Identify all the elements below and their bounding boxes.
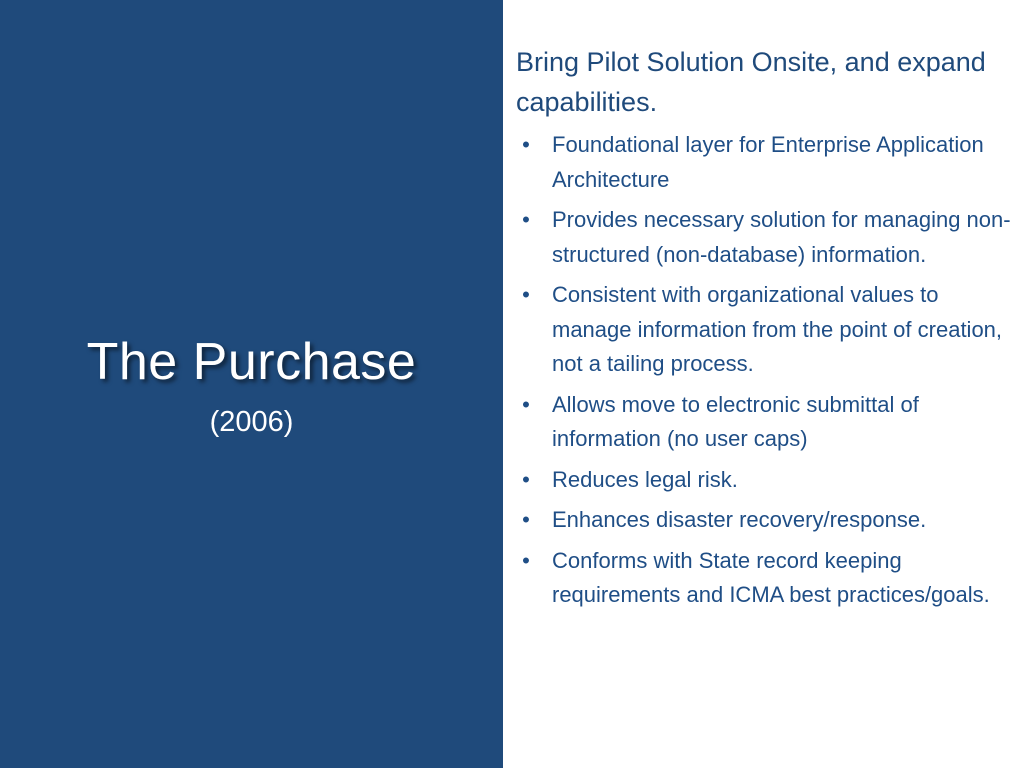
slide-subtitle: (2006) <box>209 406 294 438</box>
bullet-text: Foundational layer for Enterprise Application Architecture <box>552 132 984 192</box>
bullet-dot-icon: • <box>522 466 530 492</box>
left-panel <box>0 0 503 768</box>
bullet-dot-icon: • <box>522 547 530 573</box>
bullet-text: Allows move to electronic submittal of information (no user caps) <box>552 391 919 451</box>
bullet-dot-icon: • <box>522 282 530 307</box>
bullet-text: Conforms with State record keeping requirements and ICMA best practices/goals. <box>552 547 990 607</box>
bullet-list <box>516 128 1016 613</box>
bullet-item <box>516 128 1016 197</box>
bullet-item <box>516 544 1016 613</box>
bullet-text: Provides necessary solution for managing non-structured (non-database) information. <box>552 207 1011 267</box>
bullet-text: Consistent with organizational values to manage information from the point of creation, not a tailing process. <box>552 282 1003 376</box>
bullet-item <box>516 388 1016 457</box>
bullet-dot-icon: • <box>522 207 530 232</box>
content-heading: Bring Pilot Solution Onsite, and expand capabilities. <box>516 47 986 117</box>
slide-title: The Purchase <box>86 333 417 391</box>
bullet-dot-icon: • <box>522 507 530 532</box>
title-block <box>0 326 503 440</box>
content-panel <box>516 42 1016 619</box>
bullet-text: Enhances disaster recovery/response. <box>552 507 927 532</box>
bullet-text: Reduces legal risk. <box>552 466 738 492</box>
bullet-item <box>516 203 1016 272</box>
bullet-item <box>516 278 1016 382</box>
bullet-dot-icon: • <box>522 391 530 417</box>
bullet-item <box>516 463 1016 498</box>
bullet-item <box>516 503 1016 538</box>
bullet-dot-icon: • <box>522 132 530 157</box>
